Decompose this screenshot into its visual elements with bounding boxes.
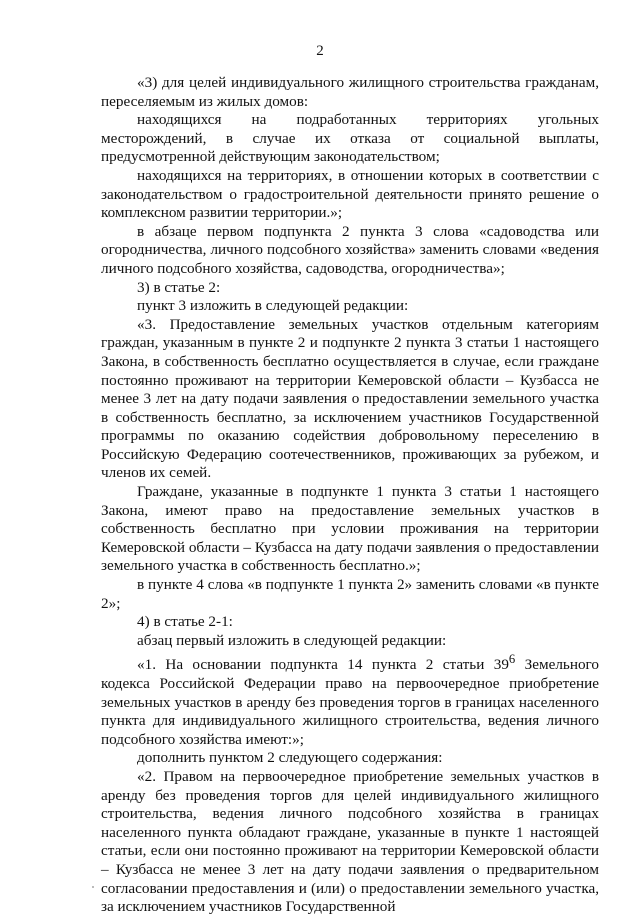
paragraph-8: Граждане, указанные в подпункте 1 пункта 3 статьи 1 настоящего Закона, имеют право на предоставление земельных участков в собственность бесплатно при условии проживания на территории Кемеровской области – Кузбасса на дату подачи заявления о предоставлении земельного участка в собственность бесплатно.»; <box>101 483 599 575</box>
scan-speck <box>92 886 94 888</box>
paragraph-11: абзац первый изложить в следующей редакции: <box>137 631 447 649</box>
paragraph-12 <box>101 650 599 749</box>
paragraph-12-text-after: Земельного кодекса Российской Федерации право на первоочередное приобретение земельных участков в аренду без проведения торгов в границах населенного пункта для индивидуального жилищного строительства, ведения личного подсобного хозяйства имеют:»; <box>101 656 599 748</box>
page-number: 2 <box>316 43 324 59</box>
paragraph-14: «2. Правом на первоочередное приобретение земельных участков в аренду без проведения торгов для целей индивидуального жилищного строительства, ведения личного подсобного хозяйства в границах населенного пункта обладают граждане, указанные в пункте 1 настоящей статьи, если они постоянно проживают на территории Кемеровской области – Кузбасса не менее 3 лет на дату подачи заявления о предварительном согласовании предоставления и (или) о предоставлении земельного участка, за исключением участников Государственной <box>101 768 599 916</box>
paragraph-7: «3. Предоставление земельных участков отдельным категориям граждан, указанным в пункте 2 и подпункте 2 пункта 3 статьи 1 настоящего Закона, в собственность бесплатно осуществляется в случае, если граждане постоянно проживают на территории Кемеровской области – Кузбасса не менее 3 лет на дату подачи заявления о предоставлении земельного участка в собственность бесплатно, за исключением участников Государственной программы по оказанию содействия добровольному переселению в Российскую Федерацию соотечественников, проживающих за рубежом, и членов их семей. <box>101 315 599 482</box>
paragraph-10: 4) в статье 2-1: <box>137 613 233 631</box>
paragraph-5: 3) в статье 2: <box>137 278 221 296</box>
superscript-6: 6 <box>508 652 516 667</box>
paragraph-6: пункт 3 изложить в следующей редакции: <box>137 297 409 315</box>
paragraph-13: дополнить пунктом 2 следующего содержания: <box>137 749 443 767</box>
paragraph-12-text: «1. На основании подпункта 14 пункта 2 статьи 39 <box>137 656 509 674</box>
paragraph-4: в абзаце первом подпункта 2 пункта 3 слова «садоводства или огородничества, личного подсобного хозяйства» заменить словами «ведения личного подсобного хозяйства, садоводства, огородничества»; <box>101 222 599 277</box>
paragraph-9: в пункте 4 слова «в подпункте 1 пункта 2» заменить словами «в пункте 2»; <box>101 576 599 612</box>
paragraph-3: находящихся на территориях, в отношении которых в соответствии с законодательством о градостроительной деятельности принято решение о комплексном развитии территории.»; <box>101 166 599 222</box>
document-body <box>101 74 599 917</box>
paragraph-2: находящихся на подработанных территориях угольных месторождений, в случае их отказа от социальной выплаты, предусмотренной действующим законодательством; <box>101 111 599 166</box>
paragraph-1: «3) для целей индивидуального жилищного строительства гражданам, переселяемым из жилых домов: <box>101 74 599 110</box>
